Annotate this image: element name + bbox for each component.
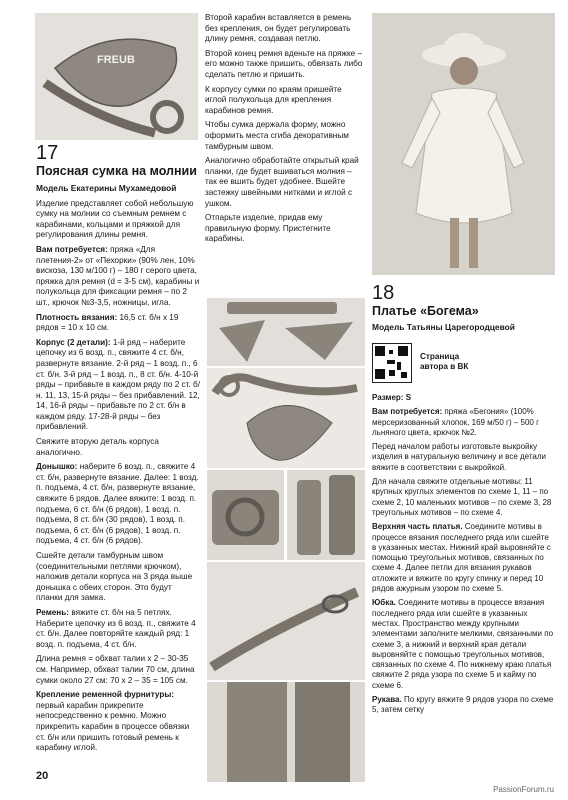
bottom-paragraph — [36, 462, 200, 547]
strap-text: вяжите ст. б/н на 5 петлях. Наберите цепочку из 6 возд. п., свяжите 4 ст. б/н. Далее повторяйте каждый ряд: 1 возд. п. подъема, 4 ст. б/н. — [36, 607, 196, 649]
middle-p3: К корпусу сумки по краям пришейте иглой полукольца для крепления карабинов ремня. — [205, 84, 342, 115]
dress-materials-label: Вам потребуется: — [372, 407, 443, 417]
materials-paragraph — [36, 245, 200, 309]
strap2-text: Длина ремня = обхват талии х 2 – 30-35 см. Например, обхват талии 70 см, длина сумки около 27 см: 70 х 2 – 35 = 105 см. — [36, 654, 195, 685]
closeup-illustration — [207, 682, 365, 782]
dress-materials-text: пряжа «Бегония» (100% мерсеризованный хлопок, 169 м/50 г) – 500 г льняного цвета, крючок №2. — [372, 407, 539, 437]
sleeves-label: Рукава. — [372, 695, 402, 705]
density-paragraph — [36, 313, 200, 334]
author-dress: Модель Татьяны Царегородцевой — [372, 322, 515, 332]
assembled-bag-illustration — [207, 368, 365, 468]
ring-illustration — [207, 470, 284, 560]
qr-caption — [420, 352, 468, 372]
dress-materials-paragraph — [372, 407, 555, 438]
photo-bag-with-strap — [35, 13, 198, 140]
middle-p1: Второй карабин вставляется в ремень без крепления, он будет регулировать длину ремня, создавая петлю. — [205, 13, 352, 44]
dress-illustration — [372, 13, 555, 275]
qr-code[interactable] — [372, 343, 412, 383]
photo-bag-assembled — [207, 368, 365, 468]
photo-strap-closeup — [207, 682, 365, 782]
strap-paragraph — [36, 608, 200, 650]
body-label: Корпус (2 детали): — [36, 337, 111, 347]
density-text: 16,5 ст. б/н х 19 рядов = 10 х 10 см. — [36, 312, 179, 333]
author-bag: Модель Екатерины Мухамедовой — [36, 183, 177, 193]
sleeves-text: По кругу вяжите 9 рядов узора по схеме 5, затем сетку — [372, 695, 554, 715]
bottom-label: Донышко: — [36, 462, 78, 472]
parts-illustration — [207, 298, 365, 366]
qr-caption-line-1: Страница — [420, 352, 460, 361]
fittings-label: Крепление ременной фурнитуры: — [36, 690, 175, 700]
skirt-paragraph — [372, 598, 555, 691]
middle-p2: Второй конец ремня вденьте на пряжке – его можно также пришить, обвязать либо сделать петлю и пришить. — [205, 48, 363, 79]
bottom-text: наберите 6 возд. п., свяжите 4 ст. б/н, развернуте вязание. Далее: 1 возд. п. подъема, 4 ст. б/н, развернуте вязание, свяжите 6 рядов. Далее вяжите: 1 возд. п. подъема, 6 ст. б/н (6 рядов), 1 возд. п. подъема, 8 ст. б/н (30 рядов), 1 возд. п. подъема, 6 ст. б/н (6 рядов), 1 возд. п. подъема, 4 ст. б/н (6 рядов). — [36, 462, 199, 546]
sleeves-paragraph — [372, 695, 555, 716]
photo-strap-ring — [207, 470, 284, 560]
skirt-label: Юбка. — [372, 598, 396, 608]
middle-p5: Аналогично обработайте открытый край планки, где будет вшиваться молния – так ее вшить будет удобнее. Вшейте застежку швейными нитками и иглой с ушком. — [205, 156, 359, 208]
motifs-text: Для начала свяжите отдельные мотивы: 11 крупных круглых элементов по схеме 1, 11 – по схеме 2, 10 маленьких мотивов – по схеме 3, 28 треугольных мотивов – по схеме 4. — [372, 477, 552, 517]
pattern-title-dress: Платье «Богема» — [372, 304, 479, 318]
qr-caption-line-2: автора в ВК — [420, 362, 469, 371]
assembly-text: Сшейте детали тамбурным швом (соединительными петлями крючком), наложив детали корпуса на 3 ряда выше донышка с обеих сторон. Это будут планки для замка. — [36, 551, 193, 603]
photo-bag-parts — [207, 298, 365, 366]
pattern-number-17: 17 — [36, 142, 59, 164]
body-paragraph — [36, 338, 200, 433]
buckle-illustration — [287, 470, 365, 560]
body2-text: Свяжите вторую деталь корпуса аналогично. — [36, 437, 159, 457]
photo-carabiner — [207, 562, 365, 680]
intro-text: Изделие представляет собой небольшую сумку на молнии со съемным ремнем с карабинами, кольцами и пряжкой для регулирования длины ремня. — [36, 198, 194, 240]
middle-p6: Отпарьте изделие, придав ему правильную форму. Пристегните карабины. — [205, 213, 331, 244]
top-text: Соедините мотивы в процессе вязания последнего ряда или сшейте в указанных местах. Нижний край выровняйте с помощью треугольных мотивов, связанных по схеме 4. Далее петли для вязания рукавов отложите и вяжите по кругу спинку и перед 10 рядов ажурным узором по схеме 5. — [372, 522, 551, 594]
bag-badge-text: FREUB — [97, 54, 135, 66]
body-text: 1-й ряд – наберите цепочку из 6 возд. п., свяжите 4 ст. б/н, развернуте вязание. 2-й ряд – 1 возд. п., 6 ст. б/н. 3-й ряд – 1 возд. п., 8 ст. б/н. 4-10-й ряды – прибавьте в каждом ряду по 2 ст. б/н. 11, 13, 15-й ряды – без прибавлений. 12, 14, 16-й ряды – прибавьте по 2 ст. б/н в каждом ряду. 17-28-й ряды – без прибавлений. — [36, 337, 200, 432]
density-label: Плотность вязания: — [36, 312, 118, 322]
fittings-text: первый карабин прикрепите непосредственно к ремню. Можно прикрепить карабин в процессе обвязки ст. б/н или пришить готовый ремень к карабину иглой. — [36, 700, 190, 753]
fittings-paragraph — [36, 690, 200, 754]
site-watermark: PassionForum.ru — [493, 785, 554, 794]
size-paragraph — [372, 393, 555, 403]
prep-text: Перед началом работы изготовьте выкройку изделия в натуральную величину и все детали вяжите в соответствии с выкройкой. — [372, 442, 546, 472]
photo-strap-buckle — [287, 470, 365, 560]
size-label: Размер: — [372, 393, 404, 402]
bag-illustration — [35, 13, 198, 140]
top-label: Верхняя часть платья. — [372, 522, 463, 532]
materials-text: пряжа «Для плетения-2» от «Пехорки» (90% лен, 10% вискоза, 130 м/100 г) – 180 г серого цвета, пряжка для ремня (d = 3-5 см), карабины и полукольца для фиксации ремня – по 2 шт., крючок №3-3,5, ножницы, игла. — [36, 244, 200, 307]
materials-label: Вам потребуется: — [36, 244, 108, 254]
carabiner-illustration — [207, 562, 365, 680]
right-column-header — [372, 282, 555, 333]
left-column — [36, 142, 200, 758]
middle-column — [205, 13, 365, 249]
right-column-body — [372, 393, 555, 720]
page-number: 20 — [36, 770, 49, 782]
strap-label: Ремень: — [36, 607, 70, 617]
size-value: S — [405, 393, 412, 402]
top-paragraph — [372, 522, 555, 594]
middle-p4: Чтобы сумка держала форму, можно оформить места сгиба декоративным тамбурным швом. — [205, 120, 349, 151]
pattern-title-bag: Поясная сумка на молнии — [36, 164, 197, 178]
pattern-number-18: 18 — [372, 282, 395, 304]
photo-woman-in-dress — [372, 13, 555, 275]
skirt-text: Соедините мотивы в процессе вязания последнего ряда или сшейте в указанных местах. Пространство между крупными элементами заполните мелкими, связанными по схеме 3, а нижний и верхний края детали выровняйте с помощью треугольных мотивов, связанных по схеме 4. По нижнему краю платья свяжите 2 ряда узора по схеме 5 и кайму по схеме 6. — [372, 598, 554, 690]
